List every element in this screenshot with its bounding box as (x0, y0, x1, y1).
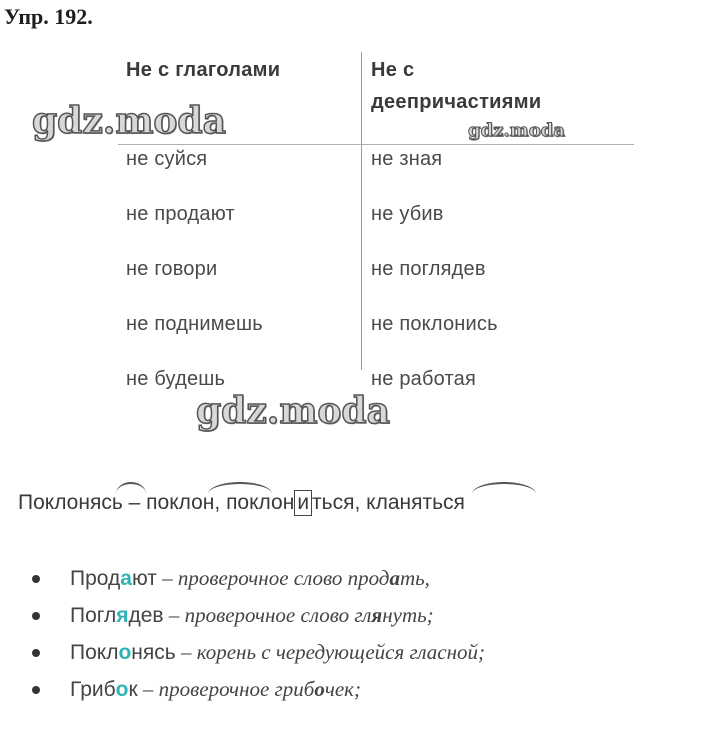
root-arc (472, 482, 536, 494)
table-cell: не будешь (126, 368, 226, 390)
bullet-dot (32, 575, 40, 583)
list-explanation: проверочное слово глянуть; (184, 603, 434, 627)
morph-word: ться (312, 491, 355, 514)
table-cell: не убив (371, 203, 444, 225)
bullet-dot (32, 612, 40, 620)
list-item: Поглядев – проверочное слово глянуть; (36, 603, 434, 628)
morph-word: поклон (146, 491, 215, 514)
list-word: Поклонясь (70, 641, 176, 664)
suffix-box: и (294, 490, 312, 516)
table-header-participles (371, 54, 541, 118)
table-cell: не поглядев (371, 258, 486, 280)
watermark: gdz.moda (32, 100, 226, 142)
list-item: Поклонясь – корень с чередующейся гласной; (36, 640, 485, 665)
bullet-dot (32, 649, 40, 657)
table-header-divider (118, 144, 634, 145)
morph-separator: , (214, 491, 227, 514)
table-cell: не поднимешь (126, 313, 263, 335)
morph-word: поклон (226, 491, 295, 514)
root-arc (116, 482, 146, 494)
table-header-participles-line2: деепричастиями (371, 91, 542, 113)
morph-separator: , (354, 491, 367, 514)
list-explanation: корень с чередующейся гласной; (196, 640, 486, 664)
morph-dash: – (122, 491, 147, 514)
watermark: gdz.moda (196, 390, 390, 432)
table-cell: не зная (371, 148, 443, 170)
table-cell: не работая (371, 368, 476, 390)
table-cell: не поклонись (371, 313, 498, 335)
bullet-dot (32, 686, 40, 694)
watermark: gdz.moda (468, 120, 565, 141)
list-word: Продают (70, 567, 157, 590)
morph-word: Поклонясь (18, 491, 123, 514)
page-title: Упр. 192. (4, 4, 93, 29)
table-header-verbs: Не с глаголами (126, 59, 281, 81)
table-cell: не продают (126, 203, 235, 225)
list-word: Грибок (70, 678, 138, 701)
morph-word: кланяться (366, 491, 465, 514)
table-header-participles-line1: Не с (371, 59, 415, 81)
list-item: Продают – проверочное слово продать, (36, 566, 430, 591)
list-word: Поглядев (70, 604, 164, 627)
list-item: Грибок – проверочное грибочек; (36, 677, 361, 702)
list-explanation: проверочное слово продать, (177, 566, 430, 590)
table-cell: не суйся (126, 148, 208, 170)
morpheme-analysis-line (18, 490, 465, 516)
root-arc (208, 482, 272, 494)
list-explanation: проверочное грибочек; (158, 677, 361, 701)
table-vertical-divider (361, 52, 362, 370)
table-cell: не говори (126, 258, 218, 280)
